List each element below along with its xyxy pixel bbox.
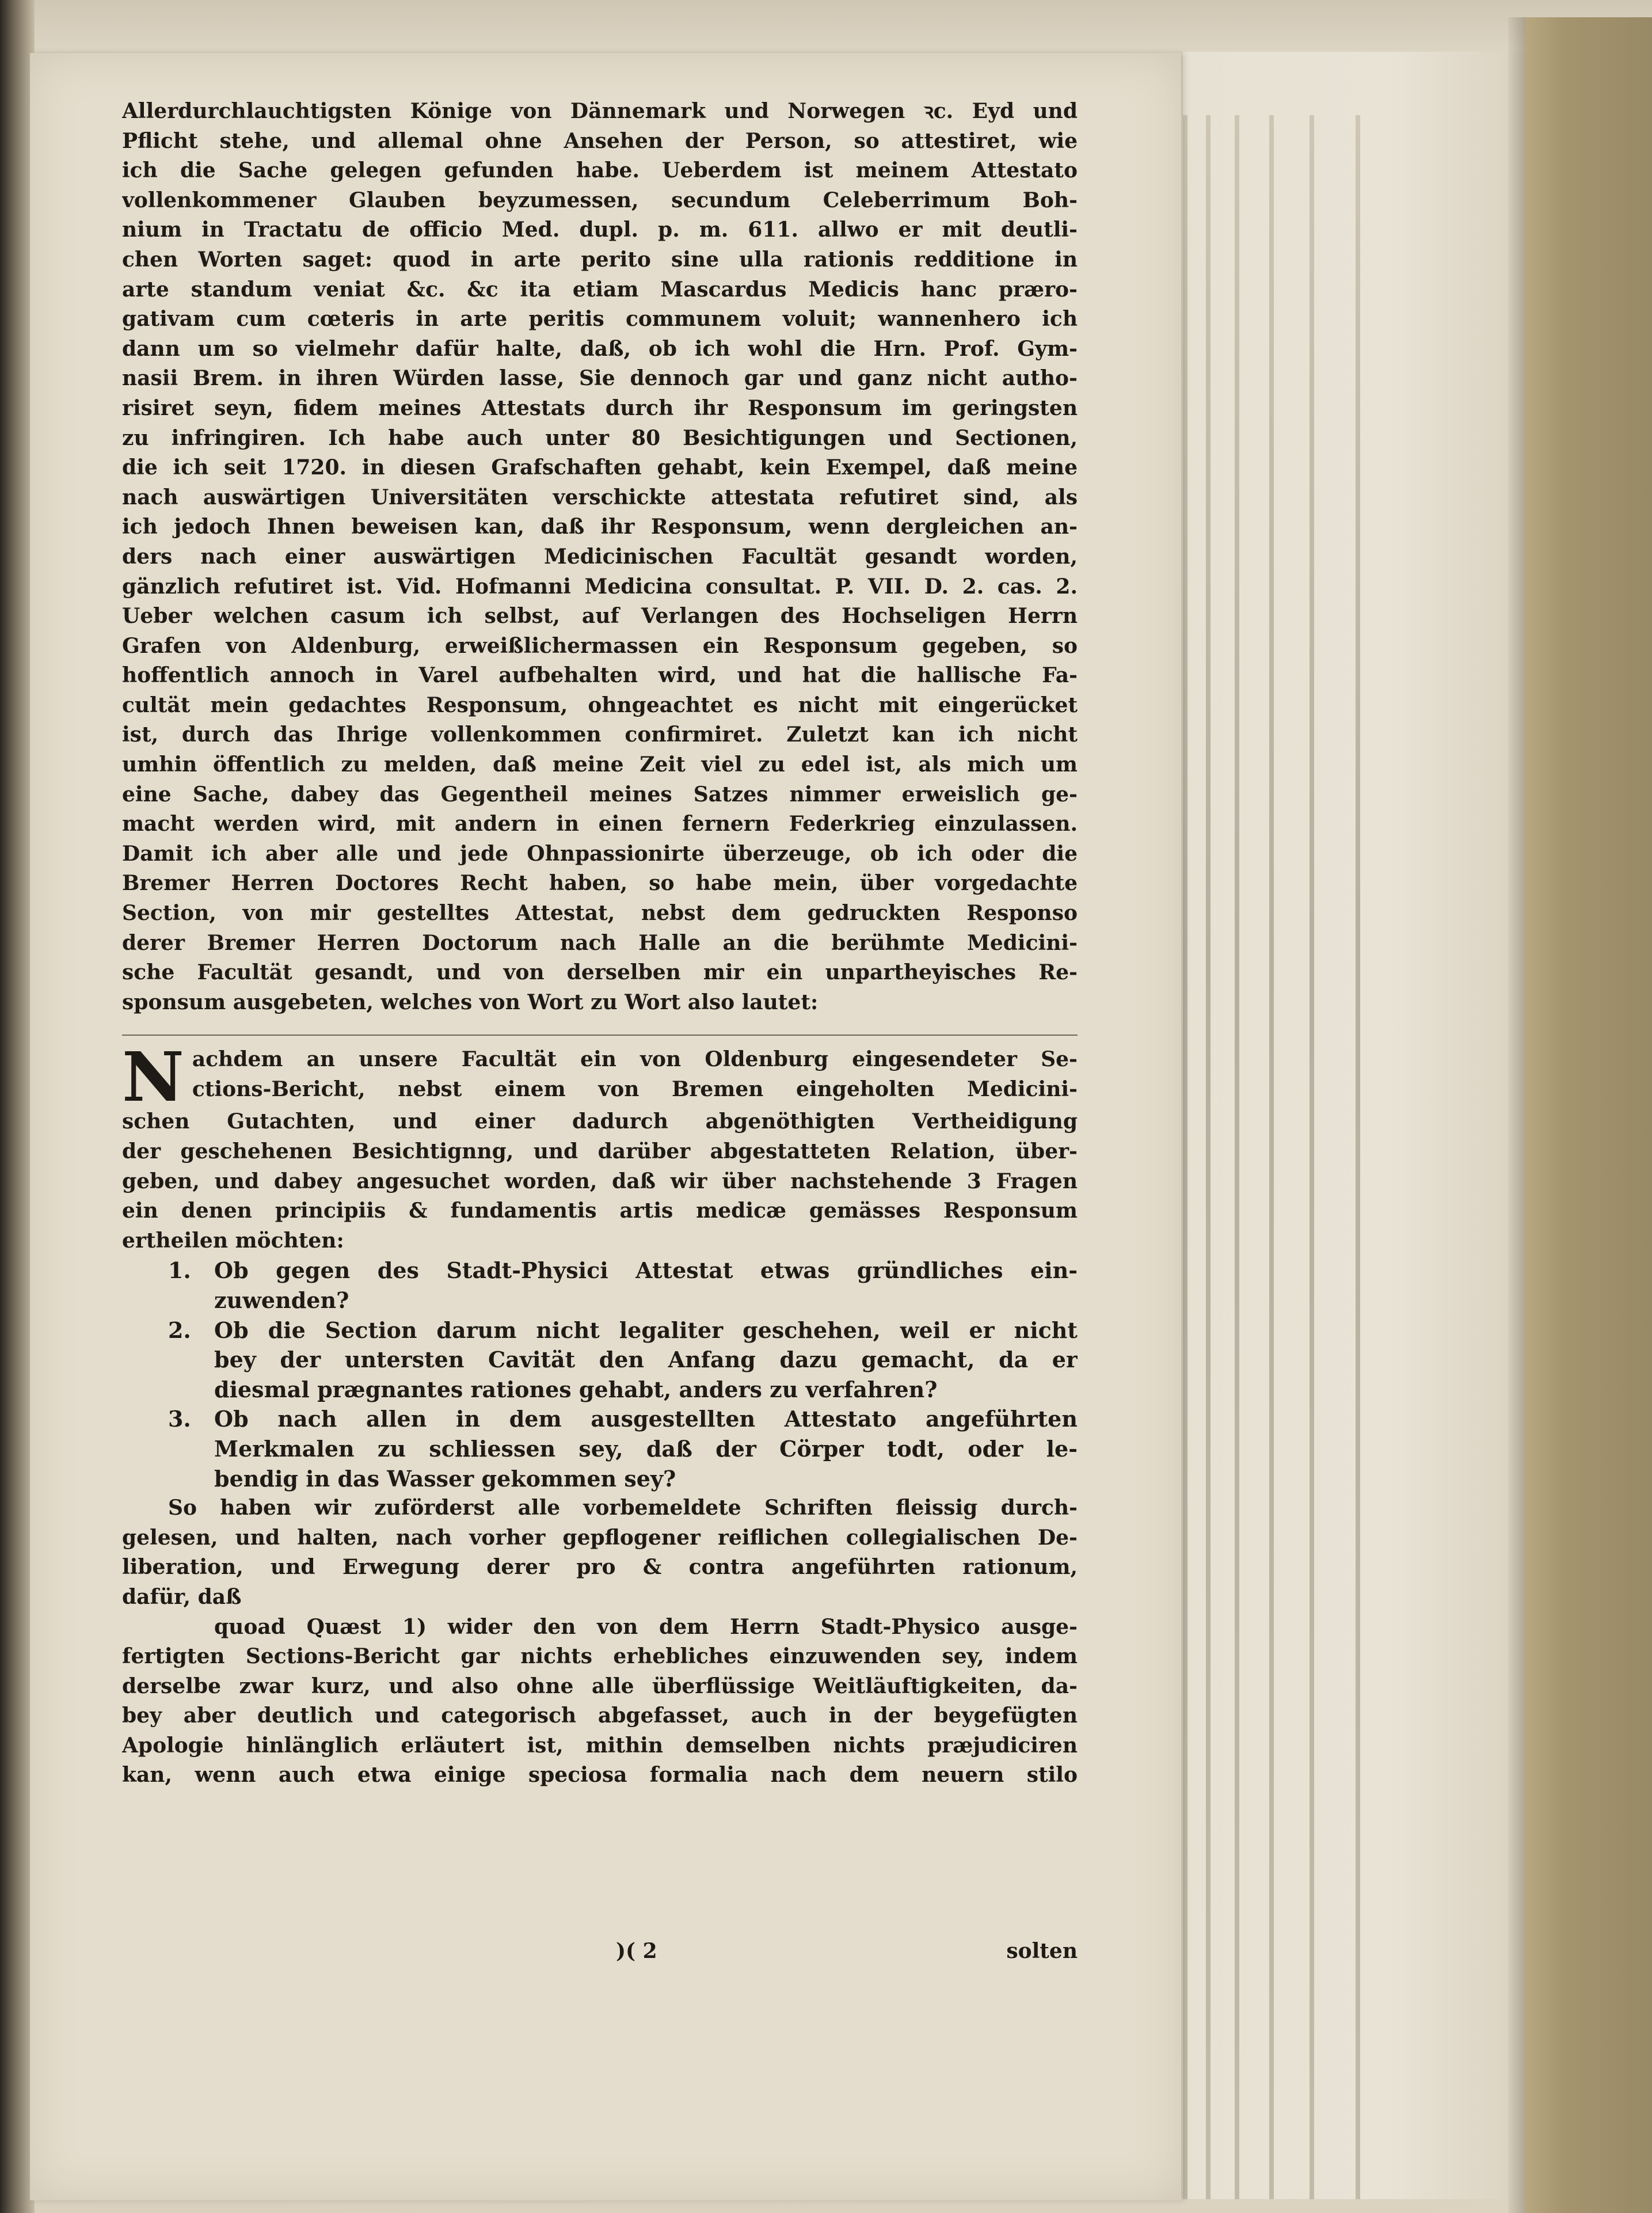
text-line: derselbe zwar kurz, und also ohne alle überflüssige Weitläuftigkeiten, da- [122,1674,1078,1698]
catchword: solten [1006,1939,1078,1963]
text-line: arte standum veniat &c. &c ita etiam Mascardus Medicis hanc præro- [122,277,1078,302]
page-edge [1183,115,1187,2199]
text-line: geben, und dabey angesuchet worden, daß wir über nachstehende 3 Fragen [122,1169,1078,1193]
text-line: der geschehenen Besichtignng, und darüber abgestatteten Relation, über- [122,1139,1078,1163]
text-line: umhin öffentlich zu melden, daß meine Zeit viel zu edel ist, als mich um [122,752,1078,777]
binding-board [1525,17,1652,2213]
page-edge-stack [1183,52,1528,2199]
paragraph-1 [122,97,1078,1017]
text-line: gelesen, und halten, nach vorher gepflogener reiflichen collegialischen De- [122,1525,1078,1550]
text-line: bey aber deutlich und categorisch abgefasset, auch in der beygefügten [122,1704,1078,1728]
drop-capital: N [122,1037,184,1117]
text-line: diesmal prægnantes rationes gehabt, anders zu verfahren? [214,1376,938,1402]
page-text [122,97,1078,1790]
text-line: Ob die Section darum nicht legaliter geschehen, weil er nicht [214,1317,1078,1343]
text-line: Merkmalen zu schliessen sey, daß der Cörper todt, oder le- [214,1435,1078,1462]
text-line: ders nach einer auswärtigen Medicinischen Facultät gesandt worden, [122,544,1078,569]
text-line: ich die Sache gelegen gefunden habe. Ueberdem ist meinem Attestato [122,158,1078,183]
text-line: ertheilen möchten: [122,1228,344,1253]
text-line: dann um so vielmehr dafür halte, daß, ob ich wohl die Hrn. Prof. Gym- [122,336,1078,361]
paragraph-3 [122,1493,1078,1612]
text-line: Grafen von Aldenburg, erweißlichermassen ein Responsum gegeben, so [122,633,1078,658]
text-line: sche Facultät gesandt, und von derselben mir ein unpartheyisches Re- [122,960,1078,985]
text-line: Damit ich aber alle und jede Ohnpassionirte überzeuge, ob ich oder die [122,841,1078,866]
paragraph-2 [122,1037,1078,1256]
paragraph-4 [122,1613,1078,1791]
question-list [122,1256,1078,1493]
text-line: liberation, und Erwegung derer pro & contra angeführten rationum, [122,1555,1078,1580]
text-line: Ob nach allen in dem ausgestellten Attestato angeführten [214,1406,1078,1432]
page-edge [1269,115,1274,2199]
question-item [122,1315,1078,1405]
text-line: zu infringiren. Ich habe auch unter 80 Besichtigungen und Sectionen, [122,425,1078,450]
text-line: gativam cum cœteris in arte peritis communem voluit; wannenhero ich [122,307,1078,332]
text-line: Section, von mir gestelltes Attestat, nebst dem gedruckten Responso [122,901,1078,926]
text-line: macht werden wird, mit andern in einen fernern Federkrieg einzulassen. [122,812,1078,836]
text-line: hoffentlich annoch in Varel aufbehalten wird, und hat die hallische Fa- [122,663,1078,688]
top-edge [0,0,1652,52]
text-line: nasii Brem. in ihren Würden lasse, Sie dennoch gar und ganz nicht autho- [122,366,1078,391]
text-line: ctions-Bericht, nebst einem von Bremen eingeholten Medicini- [192,1077,1078,1101]
text-line: schen Gutachten, und einer dadurch abgenöthigten Vertheidigung [122,1109,1078,1134]
text-line: eine Sache, dabey das Gegentheil meines Satzes nimmer erweislich ge- [122,782,1078,807]
page-footer [122,1939,1078,1971]
text-line: nium in Tractatu de officio Med. dupl. p. m. 611. allwo er mit deutli- [122,218,1078,242]
text-line: Pflicht stehe, und allemal ohne Ansehen der Person, so attestiret, wie [122,128,1078,153]
text-line: ich jedoch Ihnen beweisen kan, daß ihr Responsum, wenn dergleichen an- [122,515,1078,539]
question-number: 1. [168,1257,191,1284]
text-line: achdem an unsere Facultät ein von Oldenburg eingesendeter Se- [192,1047,1078,1072]
section-rule [122,1035,1078,1036]
text-line: bey der untersten Cavität den Anfang dazu gemacht, da er [214,1347,1078,1373]
text-line: bendig in das Wasser gekommen sey? [214,1465,676,1492]
question-item [122,1256,1078,1315]
question-item [122,1404,1078,1493]
question-number: 3. [168,1406,191,1432]
text-line: Ob gegen des Stadt-Physici Attestat etwas gründliches ein- [214,1257,1078,1284]
text-line: zuwenden? [214,1287,349,1313]
text-line: Bremer Herren Doctores Recht haben, so habe mein, über vorgedachte [122,871,1078,896]
text-line: sponsum ausgebeten, welches von Wort zu Wort also lautet: [122,990,819,1014]
page-edge [1356,115,1360,2199]
signature-mark: )( 2 [616,1939,657,1963]
text-line: dafür, daß [122,1584,242,1609]
text-line: Apologie hinlänglich erläutert ist, mithin demselben nichts præjudiciren [122,1733,1078,1758]
text-line: Allerdurchlauchtigsten Könige von Dännemark und Norwegen ꝛc. Eyd und [122,99,1078,123]
text-line: nach auswärtigen Universitäten verschickte attestata refutiret sind, als [122,485,1078,509]
text-line: die ich seit 1720. in diesen Grafschaften gehabt, kein Exempel, daß meine [122,455,1078,480]
text-line: ein denen principiis & fundamentis artis medicæ gemässes Responsum [122,1199,1078,1223]
text-line: Ueber welchen casum ich selbst, auf Verlangen des Hochseligen Herrn [122,604,1078,629]
text-line: quoad Quæst 1) wider den von dem Herrn Stadt-Physico ausge- [214,1614,1078,1639]
text-line: chen Worten saget: quod in arte perito sine ulla rationis redditione in [122,247,1078,272]
page-edge [1206,115,1211,2199]
page-edge [1310,115,1314,2199]
text-line: cultät mein gedachtes Responsum, ohngeachtet es nicht mit eingerücket [122,693,1078,717]
text-line: ist, durch das Ihrige vollenkommen confirmiret. Zuletzt kan ich nicht [122,723,1078,747]
text-line: fertigten Sections-Bericht gar nichts erhebliches einzuwenden sey, indem [122,1644,1078,1669]
text-line: risiret seyn, fidem meines Attestats durch ihr Responsum im geringsten [122,396,1078,420]
text-line: kan, wenn auch etwa einige speciosa formalia nach dem neuern stilo [122,1763,1078,1788]
text-line: So haben wir zuförderst alle vorbemeldete Schriften fleissig durch- [168,1496,1078,1520]
facing-page-gutter [0,0,35,2213]
question-number: 2. [168,1317,191,1343]
text-line: vollenkommener Glauben beyzumessen, secundum Celeberrimum Boh- [122,188,1078,212]
text-line: derer Bremer Herren Doctorum nach Halle an die berühmte Medicini- [122,930,1078,955]
page-edge [1235,115,1239,2199]
text-line: gänzlich refutiret ist. Vid. Hofmanni Medicina consultat. P. VII. D. 2. cas. 2. [122,574,1078,599]
